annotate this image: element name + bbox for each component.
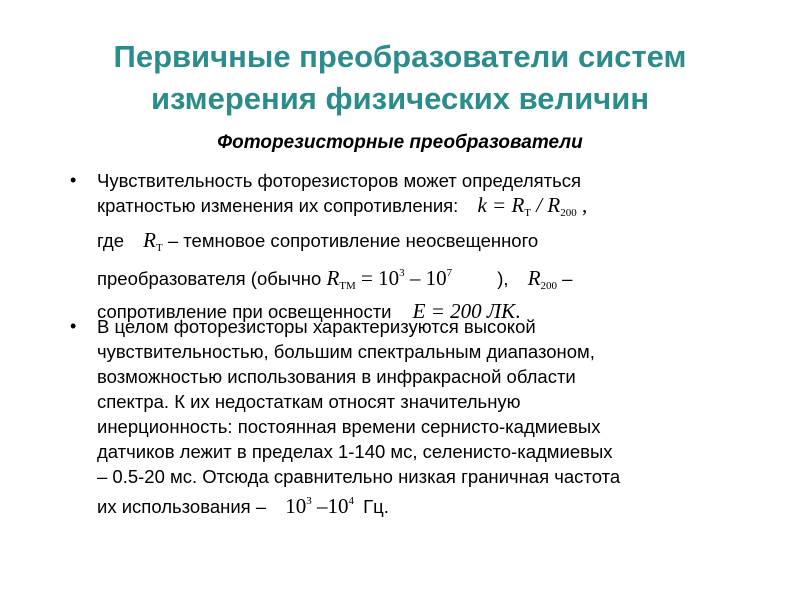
formula-rtm-r: R bbox=[326, 266, 340, 290]
bullet-1-line-4-text: преобразователя (обычно bbox=[97, 268, 322, 289]
formula-e-unit: ЛК bbox=[486, 299, 516, 323]
bullet-2-line-2: чувствительностью, большим спектральным диапазоном, bbox=[97, 341, 595, 362]
bullet-marker-1: • bbox=[70, 170, 77, 190]
bullet-1 bbox=[97, 168, 757, 324]
bullet-1-line-3-text: – темновое сопротивление неосвещенного bbox=[167, 230, 539, 251]
bullet-2 bbox=[97, 314, 757, 519]
formula-frequency-range bbox=[285, 494, 354, 518]
bullet-1-line-3 bbox=[97, 228, 757, 261]
bullet-1-dash: – bbox=[562, 268, 573, 289]
formula-rtm-exp-3: 3 bbox=[399, 267, 405, 279]
formula-k-ratio bbox=[477, 193, 587, 217]
bullet-1-paren-close: ), bbox=[497, 268, 509, 289]
bullet-2-line-8 bbox=[97, 489, 757, 519]
bullet-1-line-4 bbox=[97, 261, 757, 299]
formula-r200-r: R bbox=[527, 266, 541, 290]
bullet-marker-2: • bbox=[70, 316, 77, 336]
bullet-2-line-1: В целом фоторезисторы характеризуются высокой bbox=[97, 316, 536, 337]
formula-hz-dash: –10 bbox=[311, 494, 349, 518]
bullet-1-line-1: Чувствительность фоторезисторов может определяться bbox=[97, 170, 582, 191]
formula-k-sub-t: T bbox=[524, 207, 532, 219]
formula-hz-10a: 10 bbox=[285, 494, 307, 518]
title-line-2: измерения физических величин bbox=[150, 81, 650, 116]
bullet-1-line-5-text: сопротивление при освещенности bbox=[97, 301, 392, 322]
formula-hz-exp-3: 3 bbox=[306, 495, 312, 507]
bullet-2-line-6: датчиков лежит в пределах 1-140 мс, селенисто-кадмиевых bbox=[97, 441, 613, 462]
formula-r200-sub: 200 bbox=[540, 280, 558, 292]
formula-k-sub-200: 200 bbox=[560, 207, 577, 219]
bullet-1-line-2-text: кратностью изменения их сопротивления: bbox=[97, 195, 459, 216]
section-subtitle: Фоторезисторные преобразователи bbox=[217, 132, 583, 153]
bullet-2-line-5: инерционность: постоянная времени сернисто-кадмиевых bbox=[97, 416, 601, 437]
bullet-2-line-8-text: их использования – bbox=[97, 496, 267, 517]
formula-rtm-range bbox=[326, 266, 452, 290]
bullet-1-where: где bbox=[97, 230, 125, 251]
bullet-2-line-3: возможностью использования в инфракрасной области bbox=[97, 366, 576, 387]
bullet-1-line-2 bbox=[97, 193, 757, 226]
formula-e-dot: . bbox=[515, 299, 521, 323]
formula-rt-r: R bbox=[143, 228, 156, 252]
formula-rt bbox=[143, 228, 163, 252]
bullet-2-line-7: – 0.5-20 мс. Отсюда сравнительно низкая граничная частота bbox=[97, 466, 621, 487]
formula-k-lhs: k = R bbox=[477, 193, 525, 217]
bullet-2-line-4: спектра. К их недостаткам относят значительную bbox=[97, 391, 521, 412]
formula-k-tail: , bbox=[576, 193, 588, 217]
formula-r200 bbox=[528, 266, 557, 290]
bullet-2-hz-unit: Гц. bbox=[363, 496, 389, 517]
formula-rtm-eq: = 10 bbox=[355, 266, 400, 290]
formula-rtm-sub: TM bbox=[339, 280, 356, 292]
page-title bbox=[40, 36, 760, 120]
formula-rtm-dash: – 10 bbox=[404, 266, 447, 290]
formula-rtm-exp-7: 7 bbox=[446, 267, 453, 279]
formula-k-mid: / R bbox=[531, 193, 561, 217]
formula-rt-sub: T bbox=[155, 242, 163, 254]
formula-hz-exp-4: 4 bbox=[348, 495, 355, 507]
title-line-1: Первичные преобразователи систем bbox=[113, 39, 687, 74]
formula-e-lhs: E = 200 bbox=[412, 299, 482, 323]
